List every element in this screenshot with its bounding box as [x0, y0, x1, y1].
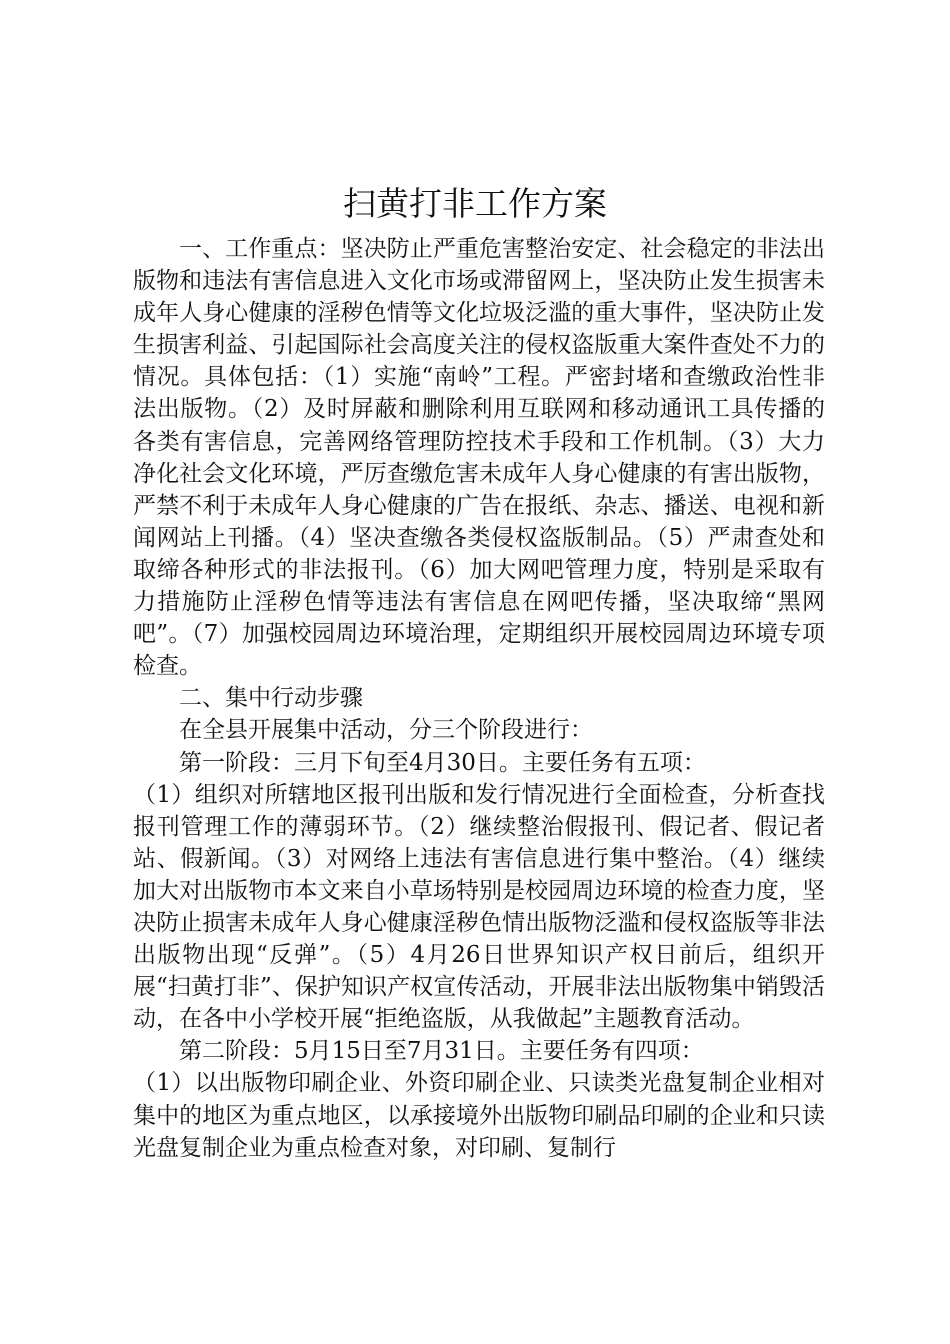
document-body [133, 233, 825, 1164]
paragraph-work-focus: 一、工作重点：坚决防止严重危害整治安定、社会稳定的非法出版物和违法有害信息进入文化市场或滞留网上，坚决防止发生损害未成年人身心健康的淫秽色情等文化垃圾泛滥的重大事件，坚决防止发生损害利益、引起国际社会高度关注的侵权盗版重大案件查处不力的情况。具体包括：（1）实施“南岭”工程。严密封堵和查缴政治性非法出版物。（2）及时屏蔽和删除利用互联网和移动通讯工具传播的各类有害信息，完善网络管理防控技术手段和工作机制。（3）大力净化社会文化环境，严厉查缴危害未成年人身心健康的有害出版物，严禁不利于未成年人身心健康的广告在报纸、杂志、播送、电视和新闻网站上刊播。（4）坚决查缴各类侵权盗版制品。（5）严肃查处和取缔各种形式的非法报刊。（6）加大网吧管理力度，特别是采取有力措施防止淫秽色情等违法有害信息在网吧传播，坚决取缔“黑网吧”。（7）加强校园周边环境治理，定期组织开展校园周边环境专项检查。 [133, 236, 825, 680]
paragraph-stages-intro: 在全县开展集中活动，分三个阶段进行： [179, 717, 593, 744]
paragraph-stage-two-tasks: （1）以出版物印刷企业、外资印刷企业、只读类光盘复制企业相对集中的地区为重点地区，以承接境外出版物印刷品印刷的企业和只读光盘复制企业为重点检查对象，对印刷、复制行 [133, 1070, 825, 1161]
paragraph-section-heading: 二、集中行动步骤 [179, 685, 363, 712]
paragraph-stage-two-heading: 第二阶段：5月15日至7月31日。主要任务有四项： [179, 1038, 704, 1065]
paragraph-stage-one-heading: 第一阶段：三月下旬至4月30日。主要任务有五项： [179, 749, 706, 776]
paragraph-stage-one-tasks: （1）组织对所辖地区报刊出版和发行情况进行全面检查，分析查找报刊管理工作的薄弱环节。（2）继续整治假报刊、假记者、假记者站、假新闻。（3）对网络上违法有害信息进行集中整治。（4）继续加大对出版物市本文来自小草场特别是校园周边环境的检查力度，坚决防止损害未成年人身心健康淫秽色情出版物泛滥和侵权盗版等非法出版物出现“反弹”。（5）4月26日世界知识产权日前后，组织开展“扫黄打非”、保护知识产权宣传活动，开展非法出版物集中销毁活动，在各中小学校开展“拒绝盗版，从我做起”主题教育活动。 [133, 781, 825, 1033]
document-title: 扫黄打非工作方案 [343, 184, 607, 223]
